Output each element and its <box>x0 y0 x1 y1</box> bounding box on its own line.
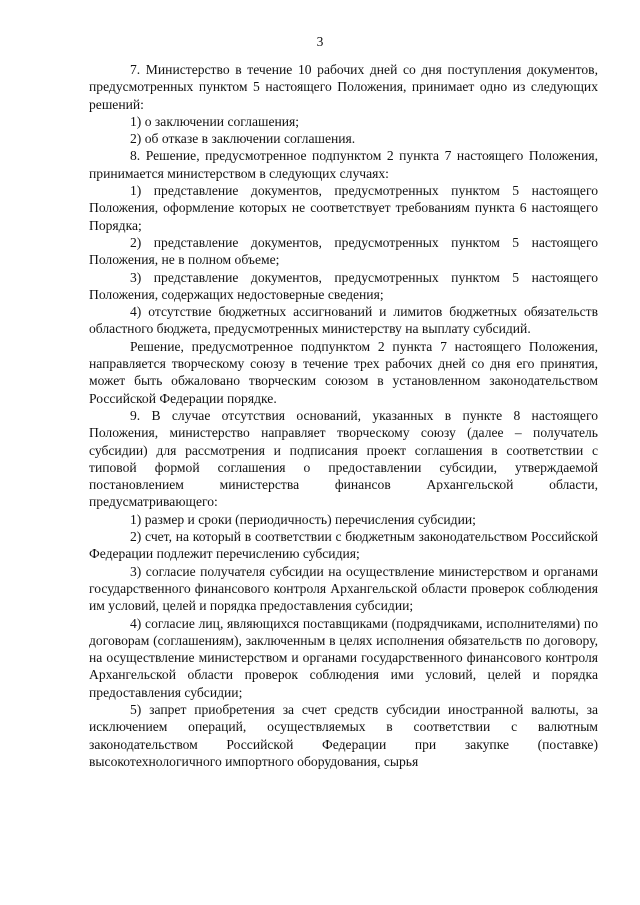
paragraph-item-7-option-2: 2) об отказе в заключении соглашения. <box>130 131 356 147</box>
document-body <box>89 61 598 770</box>
paragraph-decision-notice: Решение, предусмотренное подпунктом 2 пункта 7 настоящего Положения, направляется творческому союзу в течение трех рабочих дней со дня его принятия, может быть обжаловано творческим союзом в установленном законодательством Российской Федерации порядке. <box>89 338 598 406</box>
paragraph-item-7-option-1: 1) о заключении соглашения; <box>130 113 300 129</box>
paragraph-item-8-case-2: 2) представление документов, предусмотренных пунктом 5 настоящего Положения, не в полном объеме; <box>89 234 598 268</box>
paragraph-item-8-case-3: 3) представление документов, предусмотренных пунктом 5 настоящего Положения, содержащих недостоверные сведения; <box>89 269 598 302</box>
paragraph-item-9-term-5: 5) запрет приобретения за счет средств субсидии иностранной валюты, за исключением операций, осуществляемых в соответствии с валютным законодательством Российской Федерации при закупке (поставке) высокотехнологичного импортного оборудования, сырья <box>89 701 598 769</box>
paragraph-item-9: 9. В случае отсутствия оснований, указанных в пункте 8 настоящего Положения, министерство направляет творческому союзу (далее – получатель субсидии) для рассмотрения и подписания проект соглашения в соответствии с типовой формой соглашения о предоставлении субсидии, утверждаемой постановлением министерства финансов Архангельской области, предусматривающего: <box>89 407 598 510</box>
paragraph-item-9-term-3: 3) согласие получателя субсидии на осуществление министерством и органами государственного финансового контроля Архангельской области проверок соблюдения им условий, целей и порядка предоставления субсидии; <box>89 563 598 614</box>
paragraph-item-8-case-1: 1) представление документов, предусмотренных пунктом 5 настоящего Положения, оформление которых не соответствует требованиям пункта 6 настоящего Порядка; <box>89 183 598 233</box>
paragraph-item-9-term-1: 1) размер и сроки (периодичность) перечисления субсидии; <box>130 511 476 527</box>
paragraph-item-7: 7. Министерство в течение 10 рабочих дней со дня поступления документов, предусмотренных пунктом 5 настоящего Положения, принимает одно из следующих решений: <box>89 62 598 112</box>
page-number: 3 <box>316 34 324 49</box>
paragraph-item-9-term-2: 2) счет, на который в соответствии с бюджетным законодательством Российской Федерации подлежит перечислению субсидия; <box>89 529 598 562</box>
paragraph-item-8: 8. Решение, предусмотренное подпунктом 2 пункта 7 настоящего Положения, принимается министерством в следующих случаях: <box>89 148 598 181</box>
paragraph-item-8-case-4: 4) отсутствие бюджетных ассигнований и лимитов бюджетных обязательств областного бюджета, предусмотренных министерству на выплату субсидий. <box>89 304 598 337</box>
paragraph-item-9-term-4: 4) согласие лиц, являющихся поставщиками (подрядчиками, исполнителями) по договорам (соглашениям), заключенным в целях исполнения обязательств по договору, на осуществление министерством и органами государственного финансового контроля Архангельской области проверок соблюдения ими условий, целей и порядка предоставления субсидии; <box>89 615 598 700</box>
